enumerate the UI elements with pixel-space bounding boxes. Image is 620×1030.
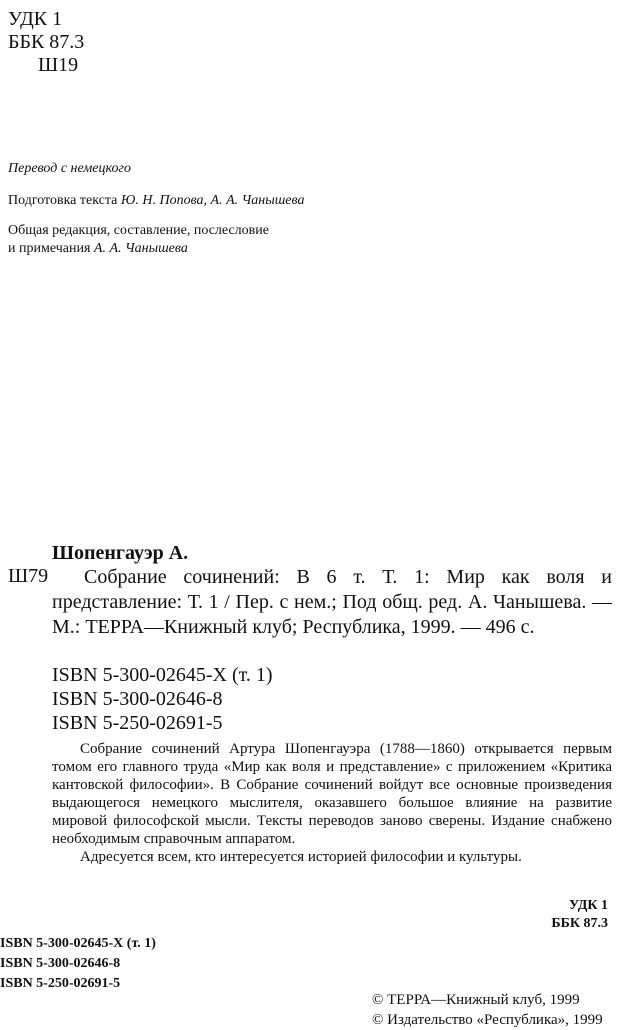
annotation-paragraph: Собрание сочинений Артура Шопенгауэра (1788—1860) открывается первым томом его главного труда «Мир как воля и представление» с приложением «Критика кантовской философии». В Собрание сочинений войдут все основные произведения выдающегося немецкого мыслителя, оказавшего большое влияние на развитие мировой философской мысли. Тексты переводов заново сверены. Издание снабжено необходимым справочным аппаратом. xyxy=(52,741,612,847)
translation-note: Перевод с немецкого xyxy=(8,161,131,176)
catalog-cipher: Ш79 xyxy=(8,565,49,587)
isbn-line: ISBN 5-250-02691-5 xyxy=(0,976,121,991)
editing-line-2 xyxy=(8,240,269,258)
isbn-line: ISBN 5-300-02645-X (т. 1) xyxy=(52,664,273,686)
classification-top xyxy=(8,8,84,77)
isbn-line: ISBN 5-300-02646-8 xyxy=(52,688,223,710)
annotation xyxy=(52,740,612,866)
bbk-code: ББК 87.3 xyxy=(551,916,608,931)
editing-credit xyxy=(8,222,269,258)
editing-name: А. А. Чанышева xyxy=(93,241,188,256)
editing-line-1: Общая редакция, составление, послесловие xyxy=(8,223,269,238)
prep-names: Ю. Н. Попова, А. А. Чанышева xyxy=(120,193,305,208)
author-mark: Ш19 xyxy=(38,54,79,76)
isbn-line: ISBN 5-250-02691-5 xyxy=(52,712,223,734)
text-preparation xyxy=(8,192,304,210)
copyright-block xyxy=(372,990,603,1030)
annotation-paragraph: Адресуется всем, кто интересуется историей философии и культуры. xyxy=(80,849,522,865)
catalog-author: Шопенгауэр А. xyxy=(52,542,189,564)
isbn-line: ISBN 5-300-02646-8 xyxy=(0,956,121,971)
bbk-code: ББК 87.3 xyxy=(8,31,85,53)
prep-label: Подготовка текста xyxy=(8,193,118,208)
editing-label: и примечания xyxy=(8,241,91,256)
catalog-isbn-list xyxy=(52,663,273,735)
udk-code: УДК 1 xyxy=(568,898,608,913)
footer-isbn-list xyxy=(0,934,156,994)
copyright-line: © Издательство «Республика», 1999 xyxy=(372,1012,603,1028)
description-text: Собрание сочинений: В 6 т. Т. 1: Мир как воля и представление: Т. 1 / Пер. с нем.; Под общ. ред. А. Чанышева. — М.: ТЕРРА—Книжный клуб; Республика, 1999. — 496 с. xyxy=(52,566,612,638)
copyright-line: © ТЕРРА—Книжный клуб, 1999 xyxy=(372,992,580,1008)
isbn-line: ISBN 5-300-02645-X (т. 1) xyxy=(0,936,156,951)
classification-bottom xyxy=(551,897,608,933)
udk-code: УДК 1 xyxy=(8,8,63,30)
catalog-description xyxy=(52,565,612,640)
